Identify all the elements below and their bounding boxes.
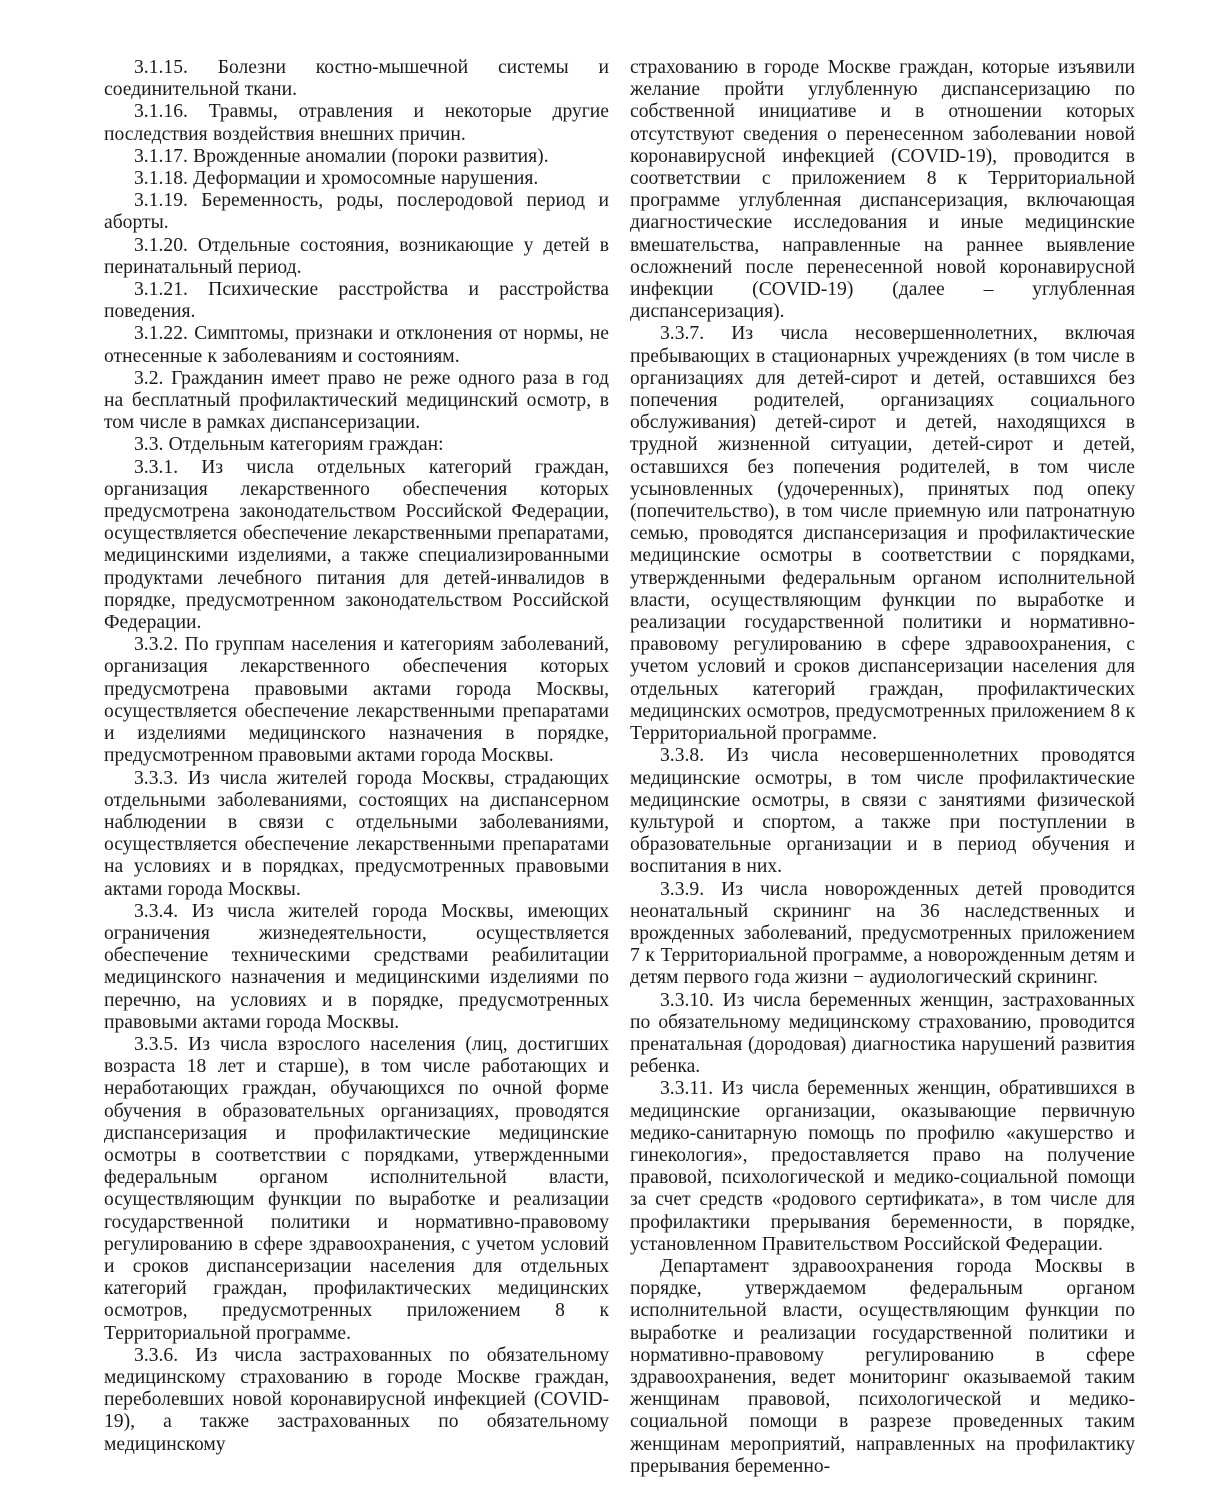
- text-column-right: [630, 57, 1135, 1477]
- paragraph: 3.1.21. Психические расстройства и расстройства поведения.: [104, 279, 609, 323]
- paragraph: 3.1.22. Симптомы, признаки и отклонения от нормы, не отнесенные к заболеваниям и состояниям.: [104, 323, 609, 367]
- paragraph: Департамент здравоохранения города Москвы в порядке, утверждаемом федеральным органом исполнительной власти, осуществляющим функции по выработке и реализации государственной политики и нормативно-правовому регулированию в сфере здравоохранения, ведет мониторинг оказываемой таким женщинам правовой, психологической и медико-социальной помощи в разрезе проведенных таким женщинам мероприятий, направленных на профилактику прерывания беременно-: [630, 1255, 1135, 1477]
- paragraph: 3.3.6. Из числа застрахованных по обязательному медицинскому страхованию в городе Москве граждан, переболевших новой коронавирусной инфекцией (COVID-19), а также застрахованных по обязательному медицинскому: [104, 1344, 609, 1455]
- paragraph: 3.1.17. Врожденные аномалии (пороки развития).: [134, 145, 549, 167]
- paragraph: 3.3.2. По группам населения и категориям заболеваний, организация лекарственного обеспечения которых предусмотрена правовыми актами города Москвы, осуществляется обеспечение лекарственными препаратами и изделиями медицинского назначения в порядке, предусмотренном правовыми актами города Москвы.: [104, 634, 609, 767]
- paragraph: страхованию в городе Москве граждан, которые изъявили желание пройти углубленную диспансеризацию по собственной инициативе и в отношении которых отсутствуют сведения о перенесенном заболевании новой коронавирусной инфекцией (COVID-19), проводится в соответствии с приложением 8 к Территориальной программе углубленная диспансеризация, включающая диагностические исследования и иные медицинские вмешательства, направленные на раннее выявление осложнений после перенесенной новой коронавирусной инфекции (COVID-19) (далее – углубленная диспансеризация).: [630, 57, 1135, 323]
- paragraph: 3.3. Отдельным категориям граждан:: [134, 434, 444, 456]
- paragraph: 3.3.8. Из числа несовершеннолетних проводятся медицинские осмотры, в том числе профилактические медицинские осмотры, в связи с занятиями физической культурой и спортом, а также при поступлении в образовательные организации и в период обучения и воспитания в них.: [630, 745, 1135, 878]
- paragraph: 3.1.15. Болезни костно-мышечной системы и соединительной ткани.: [104, 57, 609, 101]
- paragraph: 3.1.16. Травмы, отравления и некоторые другие последствия воздействия внешних причин.: [104, 101, 609, 145]
- paragraph: 3.3.5. Из числа взрослого населения (лиц, достигших возраста 18 лет и старше), в том числе работающих и неработающих граждан, обучающихся по очной форме обучения в образовательных организациях, проводятся диспансеризация и профилактические медицинские осмотры в соответствии с порядками, утвержденными федеральным органом исполнительной власти, осуществляющим функции по выработке и реализации государственной политики и нормативно-правовому регулированию в сфере здравоохранения, с учетом условий и сроков диспансеризации населения для отдельных категорий граждан, профилактических медицинских осмотров, предусмотренных приложением 8 к Территориальной программе.: [104, 1033, 609, 1344]
- paragraph: 3.1.19. Беременность, роды, послеродовой период и аборты.: [104, 190, 609, 234]
- paragraph: 3.2. Гражданин имеет право не реже одного раза в год на бесплатный профилактический медицинский осмотр, в том числе в рамках диспансеризации.: [104, 367, 609, 434]
- paragraph: 3.3.9. Из числа новорожденных детей проводится неонатальный скрининг на 36 наследственных и врожденных заболеваний, предусмотренных приложением 7 к Территориальной программе, а новорожденным детям и детям первого года жизни − аудиологический скрининг.: [630, 878, 1135, 989]
- paragraph: 3.3.1. Из числа отдельных категорий граждан, организация лекарственного обеспечения которых предусмотрена законодательством Российской Федерации, осуществляется обеспечение лекарственными препаратами, медицинскими изделиями, а также специализированными продуктами лечебного питания для детей-инвалидов в порядке, предусмотренном законодательством Российской Федерации.: [104, 456, 609, 634]
- paragraph: 3.3.4. Из числа жителей города Москвы, имеющих ограничения жизнедеятельности, осуществляется обеспечение техническими средствами реабилитации медицинского назначения и медицинскими изделиями по перечню, на условиях и в порядке, предусмотренных правовыми актами города Москвы.: [104, 900, 609, 1033]
- paragraph: 3.3.3. Из числа жителей города Москвы, страдающих отдельными заболеваниями, состоящих на диспансерном наблюдении в связи с отдельными заболеваниями, осуществляется обеспечение лекарственными препаратами на условиях и в порядках, предусмотренных правовыми актами города Москвы.: [104, 767, 609, 900]
- paragraph: 3.1.18. Деформации и хромосомные нарушения.: [134, 168, 539, 190]
- paragraph: 3.3.10. Из числа беременных женщин, застрахованных по обязательному медицинскому страхованию, проводится пренатальная (дородовая) диагностика нарушений развития ребенка.: [630, 989, 1135, 1078]
- paragraph: 3.3.11. Из числа беременных женщин, обратившихся в медицинские организации, оказывающие первичную медико-санитарную помощь по профилю «акушерство и гинекология», предоставляется право на получение правовой, психологической и медико-социальной помощи за счет средств «родового сертификата», в том числе для профилактики прерывания беременности, в порядке, установленном Правительством Российской Федерации.: [630, 1078, 1135, 1255]
- text-column-left: [104, 57, 609, 1462]
- paragraph: 3.1.20. Отдельные состояния, возникающие у детей в перинатальный период.: [104, 234, 609, 278]
- paragraph: 3.3.7. Из числа несовершеннолетних, включая пребывающих в стационарных учреждениях (в том числе в организациях для детей-сирот и детей, оставшихся без попечения родителей, организациях социального обслуживания) детей-сирот и детей, находящихся в трудной жизненной ситуации, детей-сирот и детей, оставшихся без попечения родителей, в том числе усыновленных (удочеренных), принятых под опеку (попечительство), в том числе приемную или патронатную семью, проводятся диспансеризация и профилактические медицинские осмотры в соответствии с порядками, утвержденными федеральным органом исполнительной власти, осуществляющим функции по выработке и реализации государственной политики и нормативно-правовому регулированию в сфере здравоохранения, с учетом условий и сроков диспансеризации населения для отдельных категорий граждан, профилактических медицинских осмотров, предусмотренных приложением 8 к Территориальной программе.: [630, 323, 1135, 745]
